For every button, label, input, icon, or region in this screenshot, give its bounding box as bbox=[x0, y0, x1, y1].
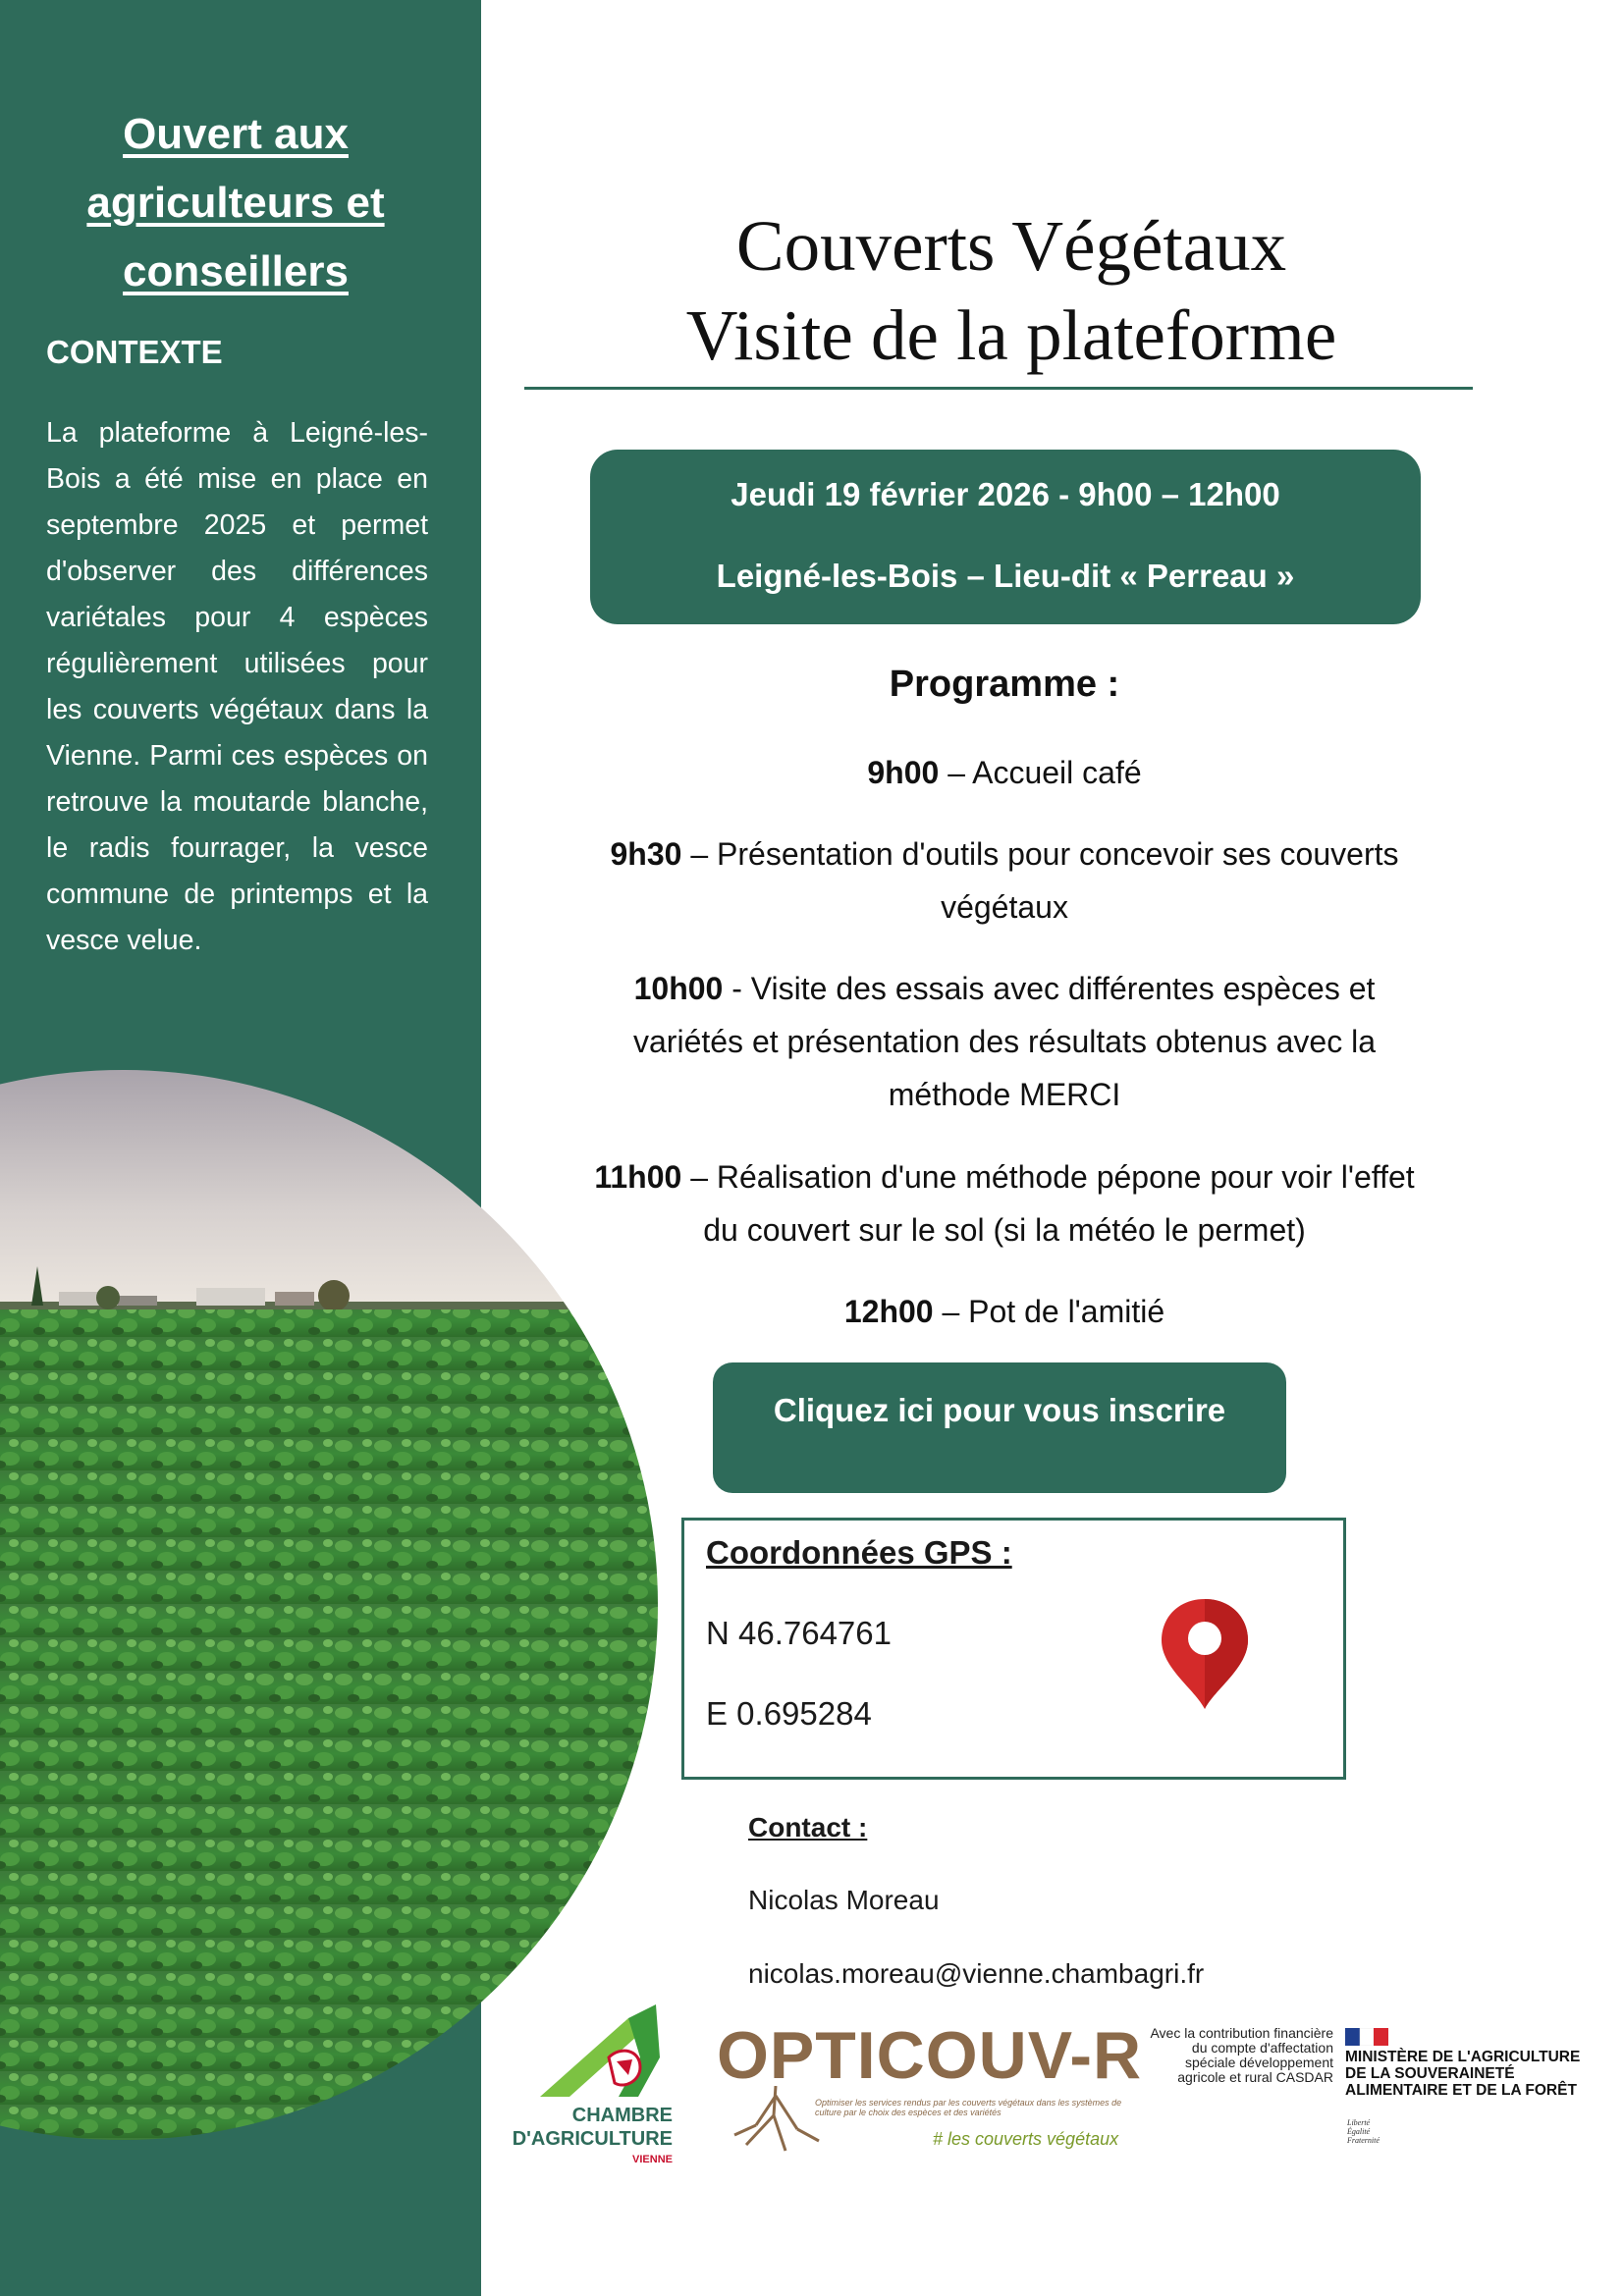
programme-time: 9h00 bbox=[867, 755, 940, 790]
chambre-line-3: VIENNE bbox=[632, 2154, 673, 2165]
contact-email[interactable]: nicolas.moreau@vienne.chambagri.fr bbox=[748, 1958, 1205, 1989]
programme-separator: – bbox=[681, 1159, 717, 1195]
programme-text: Visite des essais avec différentes espèces et variétés et présentation des résultats obtenus avec la méthode MERCI bbox=[633, 971, 1376, 1112]
casdar-contribution: Avec la contribution financière du compte d'affectation spéciale développement agricole et rural CASDAR bbox=[1150, 2025, 1333, 2085]
event-location: Leigné-les-Bois – Lieu-dit « Perreau » bbox=[716, 558, 1295, 594]
programme-separator: – bbox=[939, 755, 973, 790]
programme-time: 12h00 bbox=[843, 1294, 934, 1329]
opticouv-name: OPTICOUV-R bbox=[717, 2018, 1143, 2093]
programme-separator: – bbox=[933, 1294, 969, 1329]
programme-separator: – bbox=[681, 836, 718, 872]
programme-text: Réalisation d'une méthode pépone pour voir l'effet du couvert sur le sol (si la météo le permet) bbox=[703, 1159, 1415, 1248]
republique-francaise-flag-icon bbox=[1345, 2028, 1388, 2046]
field-photo bbox=[0, 1070, 658, 2140]
programme-time: 10h00 bbox=[633, 971, 724, 1006]
event-date-time: Jeudi 19 février 2026 - 9h00 – 12h00 bbox=[731, 476, 1280, 512]
chambre-logo-icon bbox=[530, 1999, 677, 2105]
context-text: La plateforme à Leigné-les-Bois a été mise en place en septembre 2025 et permet d'observer des différences variétales pour 4 espèces régulièrement utilisées pour les couverts végétaux dans la Vienne. Parmi ces espèces on retrouve la moutarde blanche, le radis fourrager, la vesce commune de printemps et la vesce velue. bbox=[46, 417, 428, 956]
programme-item bbox=[579, 828, 1430, 934]
page-title bbox=[530, 201, 1492, 380]
programme-item bbox=[579, 746, 1430, 799]
gps-longitude: E 0.695284 bbox=[706, 1695, 872, 1732]
field-photo-image bbox=[0, 1070, 658, 2140]
programme-item bbox=[579, 1150, 1430, 1256]
opticouv-tagline: Optimiser les services rendus par les couverts végétaux dans les systèmes de culture par le choix des espèces et des variétés bbox=[815, 2098, 1122, 2117]
chambre-line-2: D'AGRICULTURE bbox=[512, 2128, 673, 2150]
map-pin-icon bbox=[1156, 1595, 1254, 1713]
signup-link[interactable]: Cliquez ici pour vous inscrire bbox=[773, 1392, 1226, 1428]
chambre-line-1: CHAMBRE bbox=[571, 2105, 673, 2126]
programme-text: Pot de l'amitié bbox=[968, 1294, 1165, 1329]
programme-separator: - bbox=[723, 971, 751, 1006]
republique-devise: Liberté Égalité Fraternité bbox=[1347, 2118, 1380, 2145]
programme-text: Accueil café bbox=[972, 755, 1142, 790]
chambre-agriculture-logo bbox=[501, 1999, 697, 2175]
ministere-name: MINISTÈRE DE L'AGRICULTURE DE LA SOUVERAINETÉ ALIMENTAIRE ET DE LA FORÊT bbox=[1345, 2049, 1581, 2099]
event-info-box bbox=[590, 450, 1421, 624]
opticouv-logo bbox=[717, 2017, 1149, 2164]
context-heading: CONTEXTE bbox=[46, 334, 223, 370]
contact-name: Nicolas Moreau bbox=[748, 1885, 940, 1915]
contact-label: Contact : bbox=[748, 1812, 868, 1842]
gps-latitude: N 46.764761 bbox=[706, 1615, 892, 1651]
gps-box bbox=[681, 1518, 1346, 1780]
programme-item bbox=[579, 962, 1430, 1121]
gps-title: Coordonnées GPS : bbox=[706, 1534, 1012, 1571]
programme-title: Programme : bbox=[889, 664, 1120, 705]
roots-icon bbox=[717, 2086, 835, 2155]
audience-title: Ouvert aux agriculteurs et conseillers bbox=[86, 110, 385, 295]
title-divider bbox=[524, 387, 1473, 390]
programme-item bbox=[579, 1285, 1430, 1338]
opticouv-hashtag: # les couverts végétaux bbox=[933, 2129, 1119, 2149]
signup-button[interactable] bbox=[713, 1362, 1286, 1493]
title-line-2: Visite de la plateforme bbox=[685, 295, 1337, 375]
programme-time: 9h30 bbox=[610, 836, 682, 872]
title-line-1: Couverts Végétaux bbox=[735, 206, 1287, 286]
programme-text: Présentation d'outils pour concevoir ses couverts végétaux bbox=[717, 836, 1399, 925]
programme-time: 11h00 bbox=[594, 1159, 682, 1195]
